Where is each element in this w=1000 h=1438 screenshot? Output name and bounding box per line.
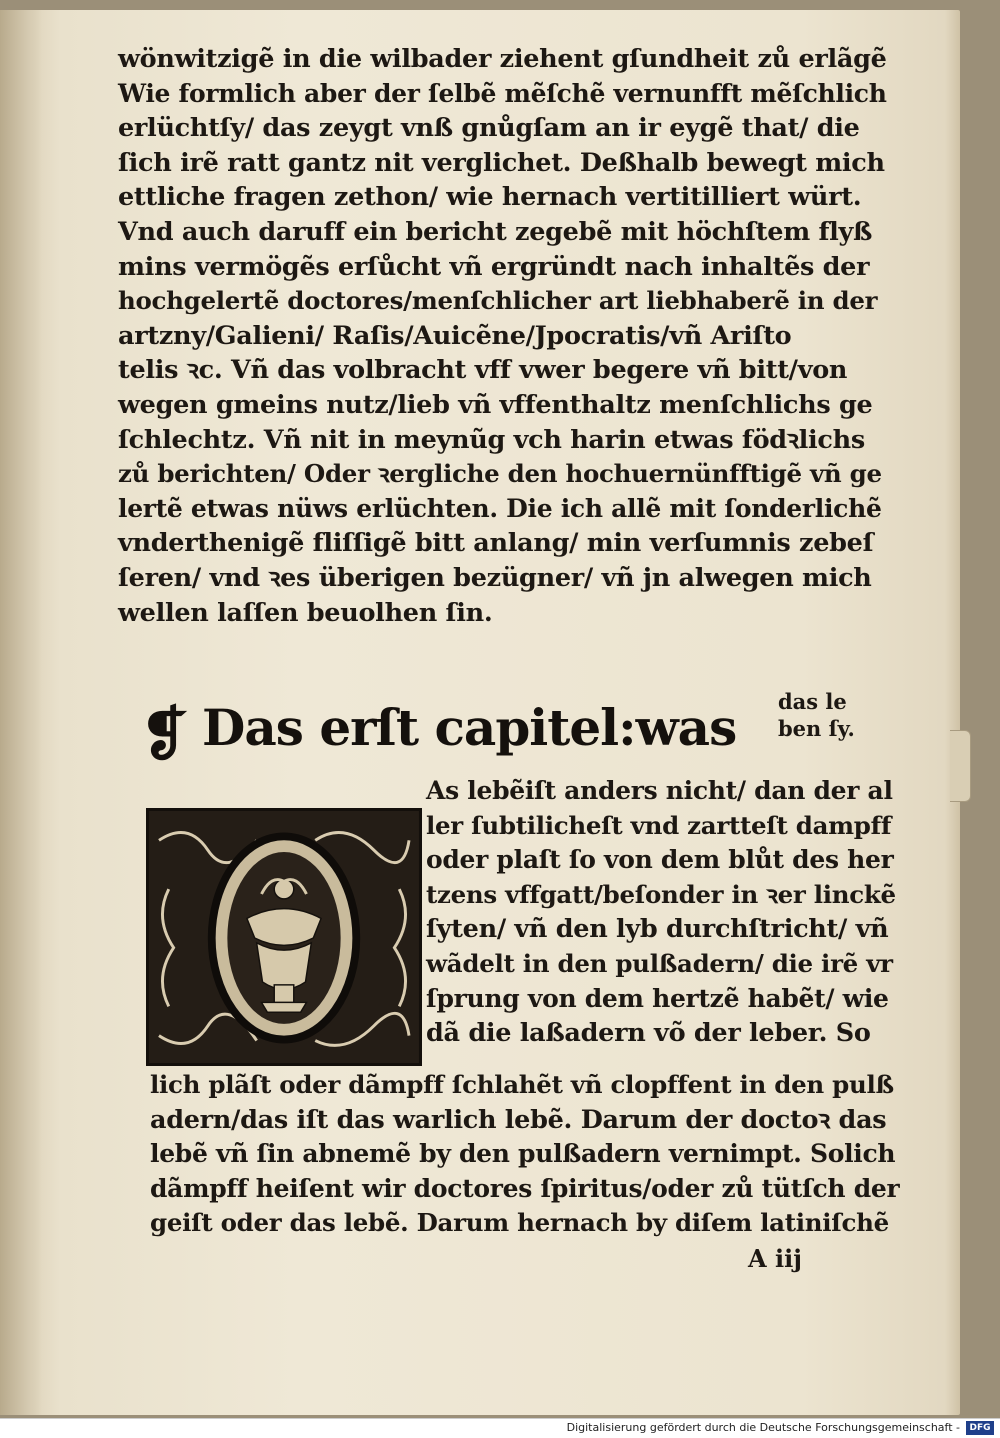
- text-line: tzens vffgatt/beſonder in ꝛer linckẽ: [426, 879, 896, 909]
- text-line: ſyten/ vñ den lyb durchſtricht/ vñ: [426, 914, 889, 945]
- text-line: mins vermögẽs erſůcht vñ ergründt nach inhaltẽs der: [118, 251, 870, 282]
- text-line: ſeren/ vnd ꝛes überigen bezügner/ vñ jn alwegen mich: [118, 562, 872, 593]
- page-gutter: [0, 10, 42, 1415]
- text-line: wellen laſſen beuolhen ſin.: [118, 597, 493, 628]
- text-line: wegen gmeins nutz/lieb vñ vffenthaltz menſchlichs ge: [118, 389, 873, 420]
- chapter-title-small-line: das le: [778, 689, 847, 714]
- text-line: As lebẽiſt anders nicht/ dan der al: [426, 776, 893, 805]
- text-line: dãmpff heiſent wir doctores ſpiritus/oder zů tütſch der: [150, 1173, 900, 1203]
- text-line: ettliche fragen zethon/ wie hernach vertitilliert würt.: [118, 182, 862, 213]
- chapter-title: Das erſt capitel:was: [202, 698, 737, 757]
- text-line: lertẽ etwas nüws erlüchten. Die ich allẽ mit ſonderlichẽ: [118, 493, 882, 523]
- text-line: telis ꝛc. Vñ das volbracht vff vwer begere vñ bitt/von: [118, 355, 848, 386]
- text-line: artzny/Galieni/ Raſis/Auicẽne/Jpocratis/vñ Ariſto: [118, 320, 792, 351]
- text-line: hochgelertẽ doctores/menſchlicher art liebhaberẽ in der: [118, 286, 878, 316]
- body-text: [118, 42, 888, 630]
- chapter-title-small-line: ben ſy.: [778, 716, 855, 741]
- text-line: dã die laßadern võ der leber. So: [426, 1018, 871, 1049]
- dfg-logo: DFG: [966, 1421, 994, 1435]
- text-line: zů berichten/ Oder ꝛergliche den hochuernünfftigẽ vñ ge: [118, 459, 882, 489]
- text-line: wãdelt in den pulßadern/ die irẽ vr: [426, 948, 893, 978]
- text-line: ſprung von dem hertzẽ habẽt/ wie: [426, 983, 889, 1013]
- text-line: oder plaſt ſo von dem blůt des her: [426, 845, 894, 875]
- funding-notice: Digitalisierung gefördert durch die Deutsche Forschungsgemeinschaft -: [566, 1421, 960, 1434]
- continuation-text: [150, 1068, 900, 1241]
- ornament-initial-icon: [149, 811, 419, 1063]
- text-line: lich plãſt oder dãmpff ſchlahẽt vñ clopffent in den pulß: [150, 1070, 894, 1099]
- text-line: erlüchtſy/ das zeygt vnß gnůgſam an ir eygẽ that/ die: [118, 113, 860, 144]
- footer-bar: [0, 1418, 1000, 1438]
- signature-mark: A iij: [748, 1244, 802, 1273]
- page-tab: [950, 730, 971, 802]
- text-line: geiſt oder das lebẽ. Darum hernach by diſem latiniſchẽ: [150, 1208, 889, 1238]
- text-line: wönwitzigẽ in die wilbader ziehent gſundheit zů erlãgẽ: [118, 44, 887, 74]
- text-line: ſich irẽ ratt gantz nit verglichet. Deßhalb bewegt mich: [118, 147, 885, 178]
- text-line: Vnd auch daruff ein bericht zegebẽ mit höchſtem flyß: [118, 216, 873, 247]
- right-column-text: [426, 774, 896, 1051]
- pilcrow-mark: ❡: [140, 700, 189, 768]
- decorated-initial: [146, 808, 422, 1066]
- text-line: ler ſubtilicheſt vnd zartteſt dampff: [426, 810, 892, 840]
- text-line: Wie formlich aber der ſelbẽ mẽſchẽ vernunfft mẽſchlich: [118, 78, 887, 108]
- chapter-title-continuation: [778, 688, 888, 742]
- text-line: adern/das iſt das warlich lebẽ. Darum der doctoꝛ das: [150, 1104, 887, 1135]
- chapter-heading: [140, 688, 900, 778]
- text-line: lebẽ vñ ſin abnemẽ by den pulßadern vernimpt. Solich: [150, 1139, 896, 1169]
- text-line: ſchlechtz. Vñ nit in meynũg vch harin etwas födꝛlichs: [118, 424, 865, 455]
- text-line: vnderthenigẽ fliſſigẽ bitt anlang/ min verſumnis zebeſ: [118, 528, 874, 559]
